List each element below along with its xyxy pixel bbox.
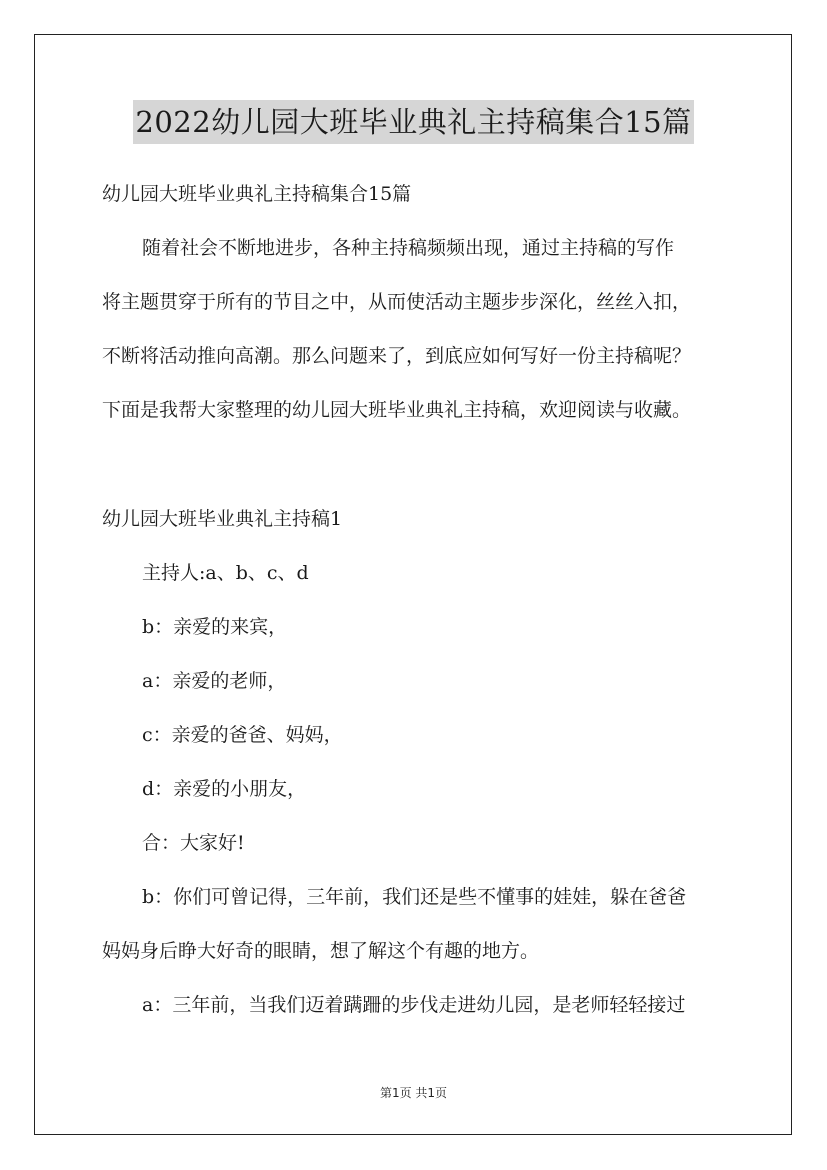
page-number: 第1页 共1页 <box>379 1086 448 1100</box>
intro-line-4: 下面是我帮大家整理的幼儿园大班毕业典礼主持稿，欢迎阅读与收藏。 <box>102 399 692 421</box>
section-heading: 幼儿园大班毕业典礼主持稿1 <box>102 508 343 530</box>
body-line-8: 妈妈身后睁大好奇的眼睛，想了解这个有趣的地方。 <box>102 940 540 962</box>
document-title: 2022幼儿园大班毕业典礼主持稿集合15篇 <box>133 100 693 144</box>
document-subtitle: 幼儿园大班毕业典礼主持稿集合15篇 <box>102 183 412 205</box>
intro-line-3: 不断将活动推向高潮。那么问题来了，到底应如何写好一份主持稿呢？ <box>102 345 692 367</box>
body-line-7: b：你们可曾记得，三年前，我们还是些不懂事的娃娃，躲在爸爸 <box>142 886 687 908</box>
intro-line-1: 随着社会不断地进步，各种主持稿频频出现，通过主持稿的写作 <box>142 237 675 259</box>
body-line-6: 合：大家好! <box>142 832 245 854</box>
body-line-4: c：亲爱的爸爸、妈妈， <box>142 724 343 746</box>
body-line-3: a：亲爱的老师， <box>142 670 287 692</box>
intro-line-2: 将主题贯穿于所有的节目之中，从而使活动主题步步深化，丝丝入扣， <box>102 291 692 313</box>
title-container <box>0 100 827 144</box>
body-line-1: 主持人:a、b、c、d <box>142 562 309 584</box>
body-line-5: d：亲爱的小朋友， <box>142 778 307 800</box>
body-line-9: a：三年前，当我们迈着蹒跚的步伐走进幼儿园，是老师轻轻接过 <box>142 994 686 1016</box>
body-line-2: b：亲爱的来宾， <box>142 616 288 638</box>
